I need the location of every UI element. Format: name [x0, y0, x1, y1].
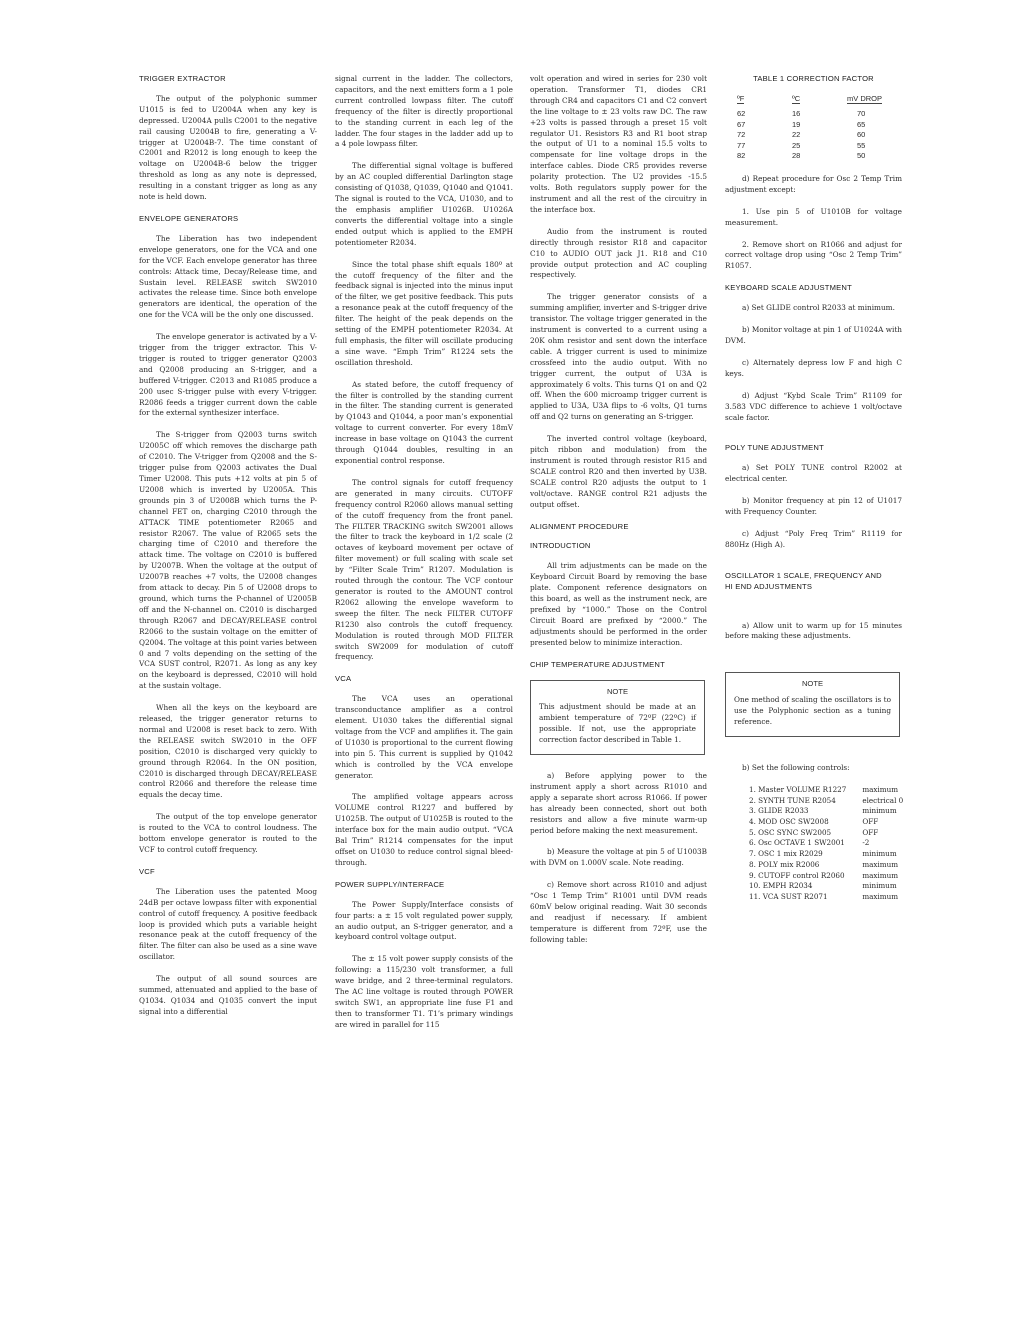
table-cell: 28	[792, 151, 801, 161]
heading-oscillator-1-scale: OSCILLATOR 1 SCALE, FREQUENCY AND	[725, 570, 882, 580]
table-cell: 65	[857, 119, 866, 129]
table-row	[749, 881, 903, 892]
table-cell: 19	[792, 119, 801, 129]
control-name: 1. Master VOLUME R1227	[749, 784, 847, 794]
table-row	[749, 838, 903, 849]
paragraph: c) Alternately depress low F and high C keys.	[725, 357, 902, 378]
table-header-row	[737, 94, 897, 105]
table-row	[737, 130, 897, 141]
column-1	[139, 74, 317, 1029]
paragraph: The envelope generator is activated by a V-trigger from the trigger extractor. This V-trigger is routed to trigger generator Q2003 and Q2008 producing an S-trigger, and a buffered V-trigger. C2013 and R1085 produce a 200 usec S-trigger pulse with every V-trigger. R2086 feeds a trigger current down the cable for the external synthesizer interface.	[139, 332, 317, 418]
paragraph: a) Set POLY TUNE control R2002 at electrical center.	[725, 463, 902, 484]
correction-factor-table	[737, 94, 897, 162]
paragraph: a) Before applying power to the instrument apply a short across R1010 and apply a separate short across R1066. If power has already been connected, short out both resistors and allow a five minute warm-up period before making the next measurement.	[530, 771, 707, 835]
table-cell: 67	[737, 119, 746, 129]
control-value: electrical 0	[862, 795, 904, 805]
heading-hi-end-adjustments: HI END ADJUSTMENTS	[725, 581, 813, 591]
control-name: 8. POLY mix R2006	[749, 859, 820, 869]
table-title: TABLE 1 CORRECTION FACTOR	[753, 74, 874, 83]
control-value: minimum	[862, 881, 897, 891]
table-header-cell: ºC	[792, 93, 801, 103]
paragraph: The Liberation has two independent envelope generators, one for the VCA and one for the VCF. Each envelope generator has three controls: Attack time, Decay/Release time, and Sustain level. RELEASE switch SW2010 activates the release time. Since both envelope generators are identical, the operation of the one for the VCA will be the only one discussed.	[139, 233, 317, 320]
paragraph: The S-trigger from Q2003 turns switch U2005C off which removes the discharge path of C2010. The V-trigger from Q2008 and the S-trigger pulse from Q2003 activates the Dual Timer U2008. This puts +12 volts at pin 5 of U2008 which is inverted by U2005A. This grounds pin 3 of U2008B which turns the P-channel FET on, charging C2010 through the ATTACK TIME potentiometer R2065 and resistor R2067. The value of R2065 sets the charging time of C2010 and therefore the attack time. The voltage on C2010 is buffered by U2007B. When the voltage at the output of U2007B reaches +7 volts, the U2008 changes from attack to decay. Pin 5 of U2008 drops to ground, which turns the P-channel of U2005B off and the N-channel on. C2010 is discharged through R2067 and DECAY/RELEASE control R2066 to the sustain voltage on the emitter of Q2004. The voltage at this point varies between 0 and 7 volts depending on the setting of the VCA SUST control, R2071. As long as any key on the keyboard is depressed, C2010 will hold at the sustain voltage.	[139, 430, 317, 691]
table-row	[749, 817, 903, 828]
paragraph: 2. Remove short on R1066 and adjust for correct voltage drop using “Osc 2 Temp Trim” R1057.	[725, 239, 902, 271]
paragraph: c) Adjust “Poly Freq Trim” R1119 for 880Hz (High A).	[725, 528, 902, 549]
control-name: 6. Osc OCTAVE 1 SW2001	[749, 838, 845, 848]
control-name: 11. VCA SUST R2071	[749, 891, 828, 901]
table-cell: 25	[792, 140, 801, 150]
paragraph: The amplified voltage appears across VOLUME control R1227 and buffered by U1025B. The output of U1025B is routed to the interface box for the main audio output. “VCA Bal Trim” R1214 compensates for the input offset on U1030 to reduce control signal bleed-through.	[335, 792, 513, 867]
control-name: 4. MOD OSC SW2008	[749, 817, 829, 827]
table-cell: 77	[737, 140, 746, 150]
table-row	[749, 892, 903, 903]
note-box	[530, 680, 705, 756]
heading-vcf: VCF	[139, 866, 155, 876]
table-cell: 50	[857, 151, 866, 161]
control-value: maximum	[862, 891, 899, 901]
control-name: 9. CUTOFF control R2060	[749, 870, 845, 880]
paragraph: b) Set the following controls:	[742, 763, 850, 772]
control-value: minimum	[862, 806, 897, 816]
table-row	[737, 120, 897, 131]
paragraph: volt operation and wired in series for 230 volt operation. Transformer T1, diodes CR1 through CR4 and capacitors C1 and C2 convert the line voltage to ± 23 volts raw DC. The raw +23 volts is passed through a preset 15 volt regulator U1. Resistors R3 and R1 boot strap the output of U1 to a nominal 15.5 volts to compensate for line voltage drops in the interface cables. Diode CR5 provides reverse polarity protection. The U2 provides -15.5 volts. Both regulators supply power for the instrument and all the rest of the circuitry in the interface box.	[530, 74, 707, 214]
control-name: 5. OSC SYNC SW2005	[749, 827, 832, 837]
table-row	[749, 785, 903, 796]
paragraph: a) Allow unit to warm up for 15 minutes before making these adjustments.	[725, 620, 902, 641]
heading-poly-tune: POLY TUNE ADJUSTMENT	[725, 443, 824, 453]
paragraph: b) Measure the voltage at pin 5 of U1003B with DVM on 1.000V scale. Note reading.	[530, 847, 707, 868]
paragraph: The trigger generator consists of a summing amplifier, inverter and S-trigger drive transistor. The voltage trigger generated in the instrument is converted to a current using a 20K ohm resistor and sent down the interface cable. A trigger current is used to minimize crossfeed into the audio output. With no trigger current, the output of U3A is approximately 6 volts. This turns Q1 on and Q2 off. When the 600 microamp trigger current is applied to U3A, U3A flips to -6 volts, Q1 turns off and Q2 turns on generating an S-trigger.	[530, 292, 707, 422]
paragraph: c) Remove short across R1010 and adjust “Osc 1 Temp Trim” R1001 until DVM reads 60mV below original reading. Wait 30 seconds and readjust if necessary. If ambient temperature is different from 72ºF, use the following table:	[530, 880, 707, 944]
control-value: -2	[862, 838, 870, 848]
paragraph: The Liberation uses the patented Moog 24dB per octave lowpass filter with exponential control of cutoff frequency. A positive feedback loop is provided which puts a variable height resonance peak at the cutoff frequency of the filter. The filter can also be used as a sine wave oscillator.	[139, 886, 317, 962]
control-value: OFF	[862, 827, 879, 837]
table-row	[749, 828, 903, 839]
control-name: 7. OSC 1 mix R2029	[749, 849, 823, 859]
paragraph: d) Repeat procedure for Osc 2 Temp Trim adjustment except:	[725, 173, 902, 194]
heading-power-supply: POWER SUPPLY/INTERFACE	[335, 879, 445, 889]
paragraph: The control signals for cutoff frequency are generated in many circuits. CUTOFF frequency control R2060 allows manual setting of the cutoff frequency from the front panel. The FILTER TRACKING switch SW2001 allows the filter to track the keyboard in 1/2 scale (2 octaves of keyboard movement per octave of filter movement) or full scaling with scale set by “Filter Scale Trim” R1207. Modulation is routed through the contour. The VCF contour generator is routed to the AMOUNT control R2062 allowing the envelope waveform to sweep the filter. The neck FILTER CUTOFF R1230 also controls the cutoff frequency. Modulation is routed through MOD FILTER switch SW2009 for modulation of cutoff frequency.	[335, 477, 513, 662]
paragraph: Audio from the instrument is routed directly through resistor R18 and capacitor C10 to AUDIO OUT jack J1. R18 and C10 provide output protection and AC coupling respectively.	[530, 226, 707, 280]
table-row	[749, 860, 903, 871]
paragraph: a) Set GLIDE control R2033 at minimum.	[742, 303, 895, 313]
paragraph: When all the keys on the keyboard are released, the trigger generator returns to normal and U2008 is reset back to zero. With the RELEASE switch SW2010 in the OFF position, C2010 is discharged very quickly to ground through R2064. In the ON position, C2010 is discharged through DECAY/RELEASE control R2066 and therefore the release time equals the decay time.	[139, 703, 317, 800]
paragraph: The output of the polyphonic summer U1015 is fed to U2004A when any key is depressed. U2004A pulls C2001 to the negative rail causing U2004B to fire, generating a V-trigger at U2004B-7. The time constant of C2001 and R2012 is long enough to keep the voltage on U2004B-6 below the trigger threshold as long as any note is depressed, resulting in a constant trigger as long as any note is held down.	[139, 93, 317, 202]
paragraph: 1. Use pin 5 of U1010B for voltage measurement.	[725, 206, 902, 227]
column-3	[530, 74, 707, 957]
paragraph: The Power Supply/Interface consists of four parts: a ± 15 volt regulated power supply, an audio output, an S-trigger generator, and a keyboard control voltage output.	[335, 899, 513, 942]
table-row	[737, 151, 897, 162]
paragraph: The ± 15 volt power supply consists of the following: a 115/230 volt transformer, a full wave bridge, and 2 three-terminal regulators. The AC line voltage is routed through POWER switch SW1, an appropriate line fuse F1 and then to transformer T1. T1’s primary windings are wired in parallel for 115	[335, 954, 513, 1029]
paragraph: The inverted control voltage (keyboard, pitch ribbon and modulation) from the instrument is routed through resistor R15 and SCALE control R20 and then inverted by U3B. SCALE control R20 adjusts the output to 1 volt/octave. RANGE control R21 adjusts the output offset.	[530, 434, 707, 509]
table-row	[749, 796, 903, 807]
paragraph: The output of all sound sources are summed, attenuated and applied to the base of Q1034. Q1034 and Q1035 convert the input signal into a differential	[139, 974, 317, 1016]
controls-table	[749, 785, 903, 903]
note-box	[725, 672, 900, 737]
paragraph: signal current in the ladder. The collectors, capacitors, and the next emitters form a 1 pole current controlled lowpass filter. The cutoff frequency of the filter is directly proportional to the standing current in each leg of the ladder. The four stages in the ladder add up to a 4 pole lowpass filter.	[335, 74, 513, 149]
paragraph: b) Monitor frequency at pin 12 of U1017 with Frequency Counter.	[725, 496, 902, 517]
table-cell: 62	[737, 109, 746, 119]
table-cell: 82	[737, 151, 746, 161]
paragraph: Since the total phase shift equals 180º at the cutoff frequency of the filter and the feedback signal is injected into the minus input of the filter, we get positive feedback. This puts a resonance peak at the cutoff frequency of the filter. The height of the peak depends on the setting of the EMPH potentiometer R2034. At full emphasis, the filter will oscillate producing a sine wave. “Emph Trim” R1224 sets the oscillation threshold.	[335, 259, 513, 367]
control-value: OFF	[862, 817, 879, 827]
table-cell: 16	[792, 109, 801, 119]
paragraph: As stated before, the cutoff frequency of the filter is controlled by the standing current in the filter. The standing current is generated by Q1043 and Q1044, a poor man’s exponential voltage to current converter. For every 18mV increase in base voltage on Q1043 the current through Q1044 doubles, resulting in an exponential control response.	[335, 379, 513, 465]
control-name: 2. SYNTH TUNE R2054	[749, 795, 836, 805]
heading-alignment-procedure: ALIGNMENT PROCEDURE	[530, 521, 629, 531]
note-text: One method of scaling the oscillators is to use the Polyphonic section as a tuning reference.	[734, 695, 891, 727]
paragraph: The differential signal voltage is buffered by an AC coupled differential Darlington stage consisting of Q1038, Q1039, Q1040 and Q1041. The signal is routed to the VCA, U1030, and to the emphasis amplifier U1026B. U1026A converts the differential voltage into a single ended output which is applied to the EMPH potentiometer R2034.	[335, 161, 513, 247]
heading-vca: VCA	[335, 674, 352, 684]
control-value: maximum	[862, 859, 899, 869]
table-row	[737, 104, 897, 120]
column-2	[335, 74, 513, 1042]
column-4	[725, 74, 902, 903]
table-cell: 60	[857, 130, 866, 140]
paragraph: The output of the top envelope generator is routed to the VCA to control loudness. The bottom envelope generator is routed to the VCF to control cutoff frequency.	[139, 812, 317, 854]
table-row	[737, 141, 897, 152]
table-cell: 22	[792, 130, 801, 140]
control-value: maximum	[862, 784, 899, 794]
table-cell: 70	[857, 109, 866, 119]
paragraph: b) Monitor voltage at pin 1 of U1024A with DVM.	[725, 325, 902, 345]
paragraph: d) Adjust “Kybd Scale Trim” R1109 for 3.583 VDC difference to achieve 1 volt/octave scale factor.	[725, 390, 902, 422]
control-name: 10. EMPH R2034	[749, 881, 813, 891]
heading-envelope-generators: ENVELOPE GENERATORS	[139, 213, 239, 223]
note-title: NOTE	[801, 679, 824, 689]
note-title: NOTE	[606, 686, 629, 696]
control-value: minimum	[862, 849, 897, 859]
control-value: maximum	[862, 870, 899, 880]
paragraph: All trim adjustments can be made on the Keyboard Circuit Board by removing the base plate. Component reference designators on this board, as well as the instrument neck, are prefixed by “1000.” Those on the Control Circuit Board are prefixed by “2000.” The adjustments should be performed in the order presented below to minimize interaction.	[530, 561, 707, 647]
table-row	[749, 871, 903, 882]
heading-chip-temperature: CHIP TEMPERATURE ADJUSTMENT	[530, 659, 665, 669]
heading-trigger-extractor: TRIGGER EXTRACTOR	[139, 74, 226, 83]
table-header-cell: mV DROP	[847, 93, 883, 103]
table-row	[749, 806, 903, 817]
table-cell: 55	[857, 140, 866, 150]
table-row	[749, 849, 903, 860]
paragraph: The VCA uses an operational transconductance amplifier as a control element. U1030 takes the differential signal voltage from the VCF and amplifies it. The gain of U1030 is proportional to the current flowing into pin 5. This current is supplied by Q1042 which is controlled by the VCA envelope generator.	[335, 694, 513, 780]
table-cell: 72	[737, 130, 746, 140]
heading-keyboard-scale: KEYBOARD SCALE ADJUSTMENT	[725, 283, 852, 293]
control-name: 3. GLIDE R2033	[749, 806, 809, 816]
heading-introduction: INTRODUCTION	[530, 541, 591, 551]
table-header-cell: ºF	[737, 93, 745, 103]
note-text: This adjustment should be made at an ambient temperature of 72ºF (22ºC) if possible. If not, use the appropriate correction factor described in Table 1.	[539, 702, 696, 745]
